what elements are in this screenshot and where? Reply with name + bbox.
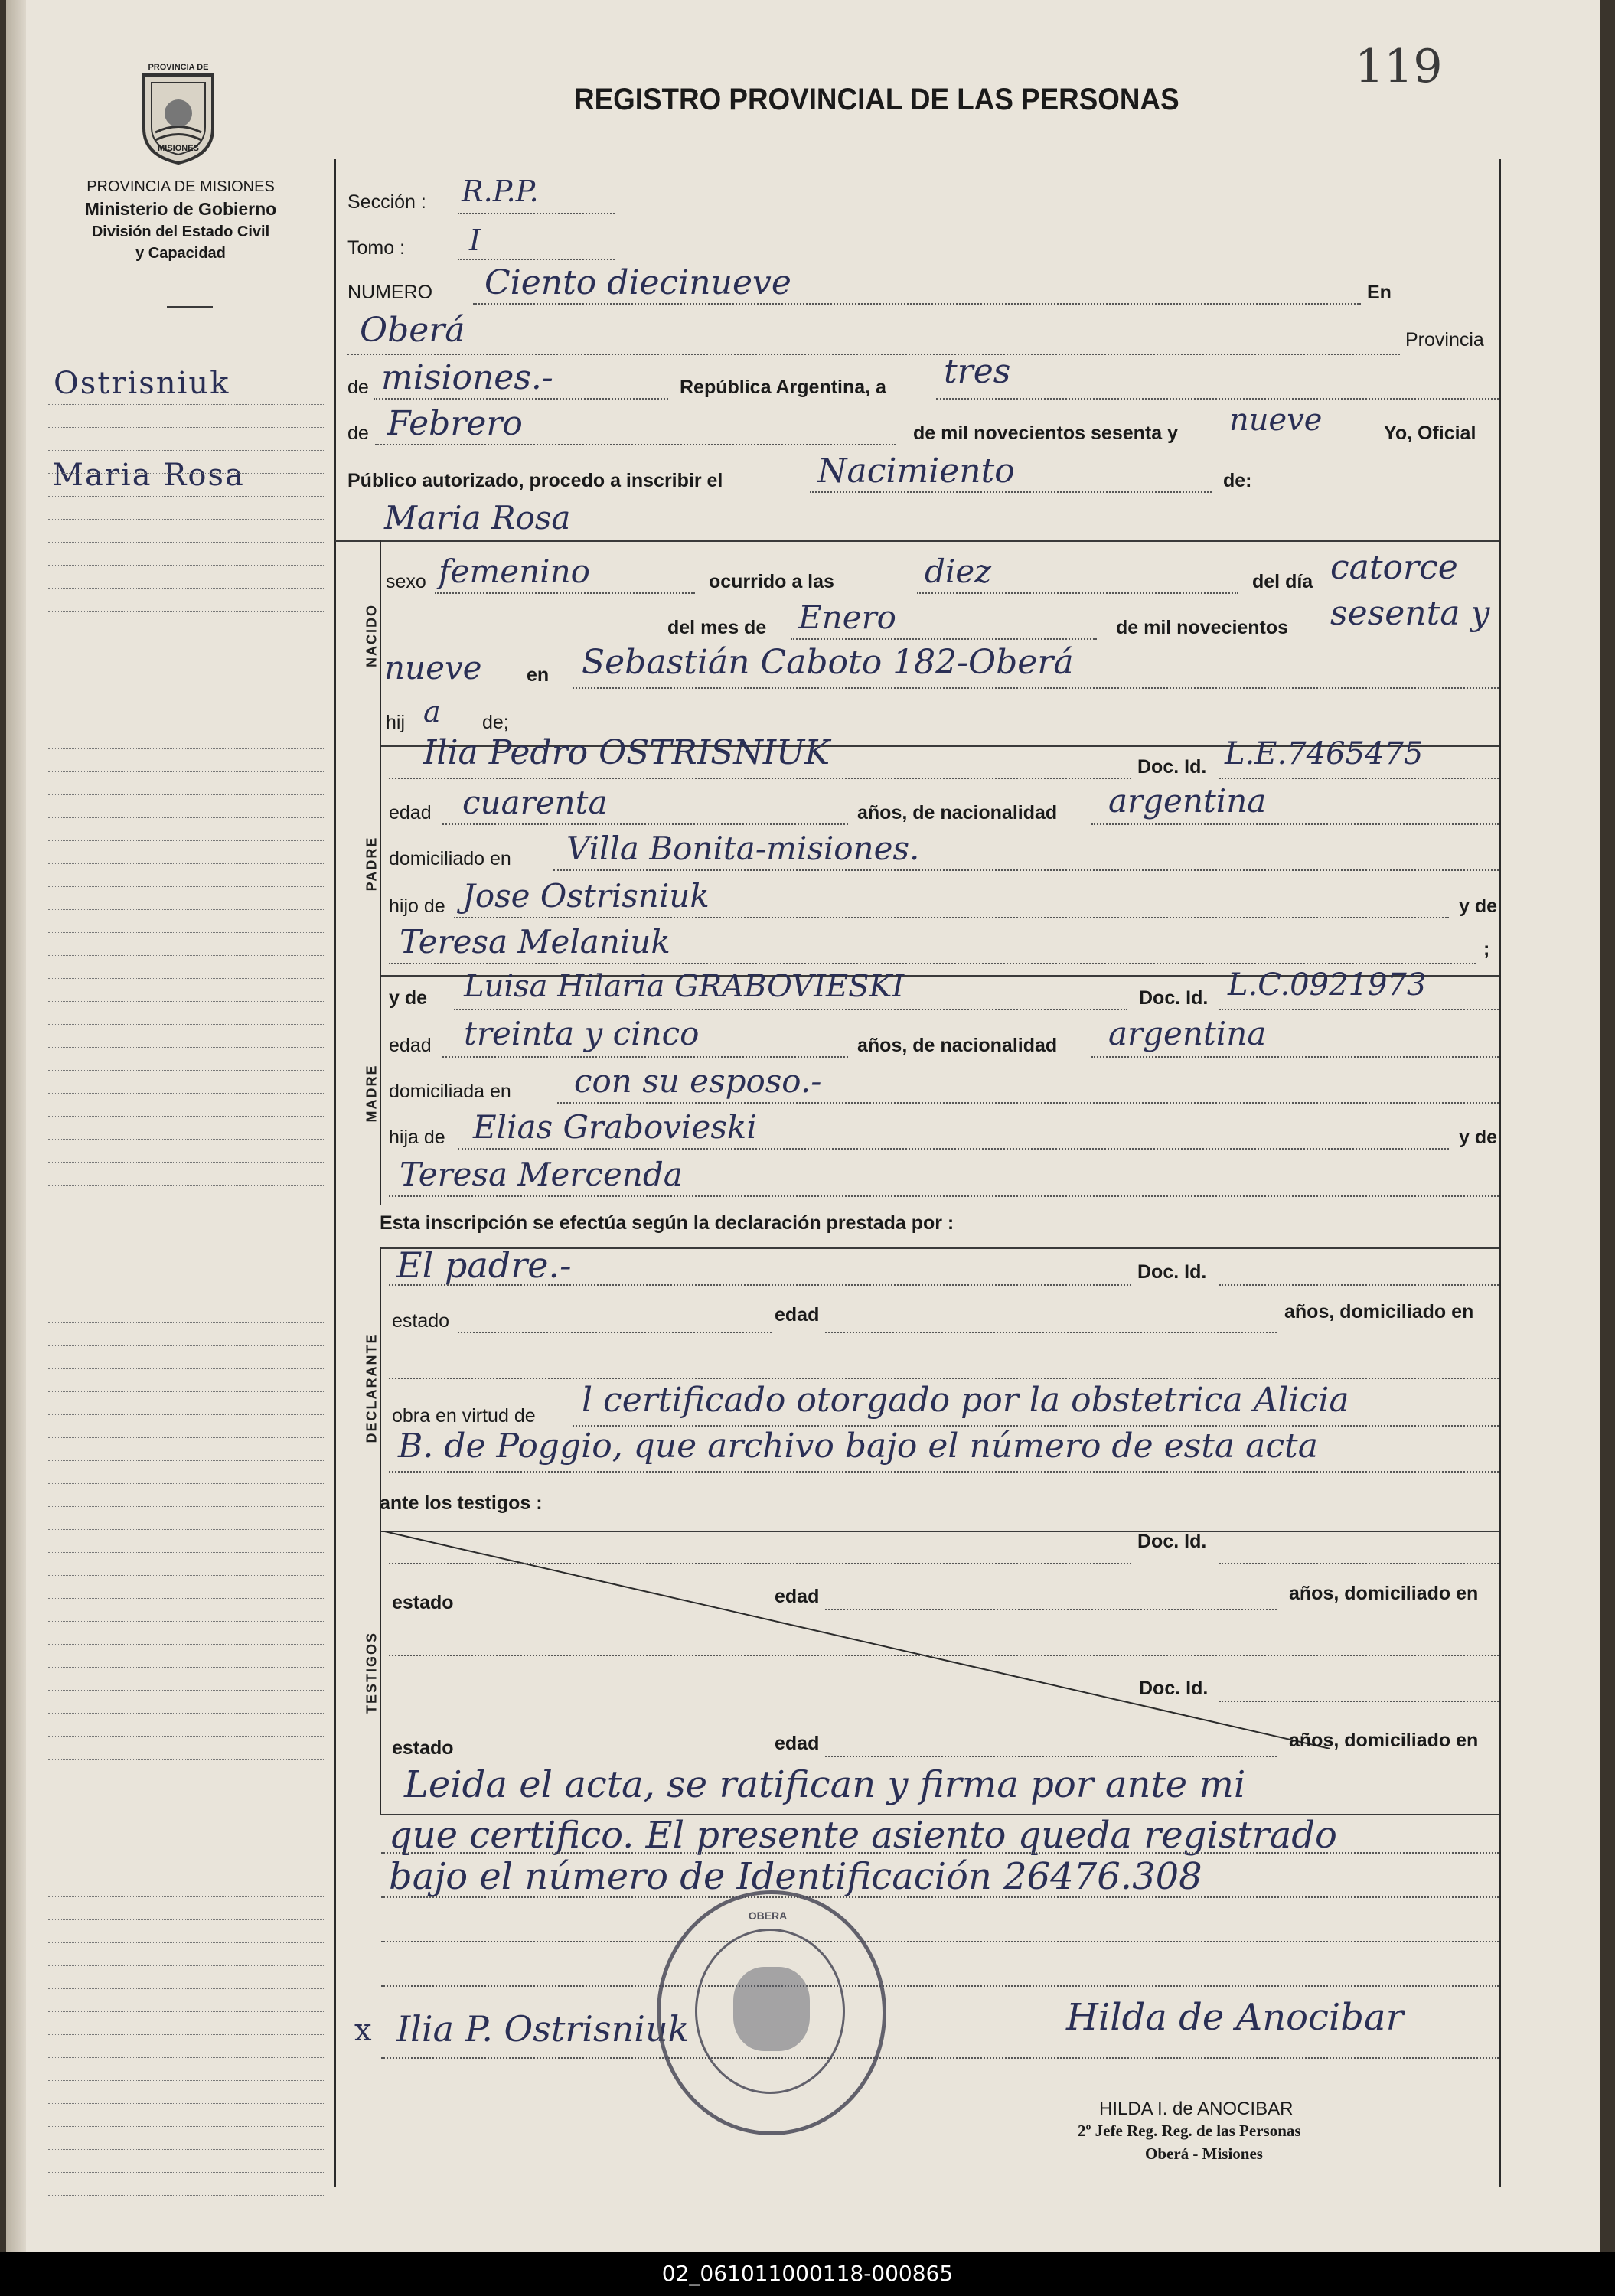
padre-hijo-label: hijo de — [389, 895, 445, 917]
obra-label: obra en virtud de — [392, 1405, 536, 1427]
oficial-cargo: 2º Jefe Reg. Reg. de las Personas — [1078, 2122, 1301, 2140]
padre-hijo-line — [454, 917, 1449, 918]
padre-nombre-line — [389, 778, 1131, 779]
firma-line — [381, 2057, 1499, 2059]
mes-nacimiento-line — [791, 638, 1097, 640]
padre-edad: cuarenta — [462, 784, 608, 821]
nacido-section-label: NACIDO — [364, 604, 380, 667]
padre-madre-de: Teresa Melaniuk — [400, 923, 670, 960]
oficial-lugar: Oberá - Misiones — [1145, 2144, 1263, 2163]
testigo1-doc-label: Doc. Id. — [1137, 1531, 1207, 1552]
anio-nacimiento-b: nueve — [384, 649, 482, 687]
ledger-line — [48, 1736, 324, 1737]
form-right-rule — [1499, 159, 1501, 2187]
ledger-line — [48, 1437, 324, 1438]
sexo-line — [435, 592, 695, 594]
ledger-line — [48, 909, 324, 910]
register-page — [6, 0, 1600, 2252]
madre-doc-label: Doc. Id. — [1139, 987, 1209, 1009]
madre-section-label: MADRE — [364, 1064, 380, 1123]
ledger-line — [48, 1368, 324, 1369]
ledger-line — [48, 2034, 324, 2035]
tomo-line — [458, 259, 615, 260]
ledger-line — [48, 2195, 324, 2196]
declarante-nombre: El padre.- — [396, 1244, 572, 1286]
ledger-line — [48, 2011, 324, 2012]
cierre-linea-1: Leida el acta, se ratifican y firma por ante mi — [404, 1763, 1246, 1806]
madre-dom-label: domiciliada en — [389, 1081, 511, 1102]
declarante-intro: Esta inscripción se efectúa según la declaración prestada por : — [380, 1212, 954, 1234]
ledger-line — [48, 771, 324, 772]
testigo1-estado-label: estado — [392, 1592, 454, 1613]
localidad-line — [347, 354, 1400, 355]
ledger-line — [48, 1919, 324, 1920]
ledger-line — [48, 1713, 324, 1714]
madre-nombre: Luisa Hilaria GRABOVIESKI — [464, 969, 905, 1004]
ledger-line — [48, 1322, 324, 1323]
cierre-linea-3: bajo el número de Identificación 26476.308 — [389, 1855, 1202, 1898]
sexo-value: femenino — [439, 553, 590, 590]
ledger-line — [48, 519, 324, 520]
testigo1-anios-label: años, domiciliado en — [1289, 1583, 1479, 1604]
republica-label: República Argentina, a — [680, 377, 886, 398]
ledger-line — [48, 1047, 324, 1048]
ledger-line — [48, 404, 324, 405]
ocurrido-label: ocurrido a las — [709, 571, 834, 592]
testigos-section-label: TESTIGOS — [364, 1632, 380, 1714]
cierre-line-2 — [381, 1896, 1499, 1898]
ledger-line — [48, 817, 324, 818]
page-title: REGISTRO PROVINCIAL DE LAS PERSONAS — [574, 83, 1179, 116]
padre-domicilio: Villa Bonita-misiones. — [566, 830, 920, 867]
emblem-top-text: PROVINCIA DE — [148, 63, 209, 72]
declarante-anios-label: años, domiciliado en — [1284, 1301, 1474, 1322]
cierre-line-3 — [381, 1941, 1499, 1942]
nacido-top-rule — [335, 540, 1499, 542]
de-nacimiento-label: de; — [482, 712, 509, 733]
seccion-line — [458, 213, 615, 214]
testigo2-estado-label: estado — [392, 1737, 454, 1759]
oficial-label: Yo, Oficial — [1384, 422, 1476, 444]
testigo1-edad-line — [825, 1609, 1277, 1610]
cierre-line-4 — [381, 1985, 1499, 1987]
madre-doc: L.C.0921973 — [1228, 967, 1427, 1003]
ledger-line — [48, 1116, 324, 1117]
dia-nacimiento: catorce — [1330, 548, 1458, 587]
ledger-line — [48, 1965, 324, 1966]
madre-madre-line — [389, 1195, 1499, 1197]
testigo2-anios-label: años, domiciliado en — [1289, 1730, 1479, 1751]
provincia-line — [374, 398, 668, 400]
ledger-line — [48, 955, 324, 956]
madre-edad-label: edad — [389, 1035, 432, 1056]
cierre-linea-2: que certifico. El presente asiento queda registrado — [389, 1814, 1337, 1857]
padre-doc-line — [1219, 778, 1499, 779]
margin-surname: Ostrisniuk — [54, 366, 230, 401]
ledger-line — [48, 2057, 324, 2058]
tomo-value: I — [469, 223, 481, 257]
ledger-line — [48, 450, 324, 451]
header-rule — [167, 306, 213, 308]
declarante-estado-line — [458, 1332, 772, 1333]
anio-value: nueve — [1229, 403, 1323, 438]
hij-label: hij — [386, 712, 406, 733]
ledger-line — [48, 2080, 324, 2081]
ledger-line — [48, 1575, 324, 1576]
madre-nombre-line — [454, 1009, 1127, 1010]
numero-line — [473, 303, 1361, 305]
seal-emblem — [733, 1967, 810, 2051]
cierre-line-1 — [381, 1852, 1499, 1854]
testigo2-edad-label: edad — [775, 1733, 820, 1754]
ledger-line — [48, 565, 324, 566]
page-number: 119 — [1355, 40, 1443, 93]
mes-nacimiento: Enero — [798, 598, 896, 636]
ledger-line — [48, 932, 324, 933]
ledger-line — [48, 427, 324, 428]
declarante-nombre-line — [389, 1284, 1131, 1286]
ledger-line — [48, 1988, 324, 1989]
padre-edad-label: edad — [389, 802, 432, 823]
ledger-line — [48, 794, 324, 795]
oficial-nombre: HILDA I. de ANOCIBAR — [1099, 2099, 1294, 2119]
madre-nacionalidad: argentina — [1108, 1015, 1267, 1052]
obra-line-2 — [389, 1471, 1499, 1473]
padre-nac-line — [1091, 823, 1499, 825]
del-dia-label: del día — [1252, 571, 1313, 592]
localidad-value: Oberá — [360, 311, 465, 350]
ledger-line — [48, 1345, 324, 1346]
seccion-value: R.P.P. — [462, 174, 539, 208]
madre-edad-line — [442, 1056, 848, 1058]
madre-hija-label: hija de — [389, 1127, 445, 1148]
padre-edad-line — [442, 823, 848, 825]
declarante-edad-label: edad — [775, 1304, 820, 1326]
testigos-label: ante los testigos : — [380, 1492, 543, 1514]
ledger-line — [48, 1162, 324, 1163]
ledger-line — [48, 748, 324, 749]
padre-semicolon: ; — [1483, 938, 1490, 960]
ledger-line — [48, 1139, 324, 1140]
ledger-line — [48, 1690, 324, 1691]
padre-nombre: Ilia Pedro OSTRISNIUK — [423, 733, 830, 772]
de3-label: de: — [1223, 470, 1252, 491]
ledger-line — [48, 1483, 324, 1484]
madre-nac-label: años, de nacionalidad — [857, 1035, 1058, 1056]
testigo2-doc-label: Doc. Id. — [1139, 1678, 1209, 1699]
hora-line — [917, 592, 1238, 594]
acto-value: Nacimiento — [817, 452, 1015, 491]
declarante-dom-line — [389, 1378, 1499, 1379]
division-name: División del Estado Civil — [91, 223, 270, 240]
mes-label: del mes de — [667, 617, 767, 638]
margin-given-names: Maria Rosa — [52, 458, 245, 493]
ledger-line — [48, 886, 324, 887]
ledger-line — [48, 588, 324, 589]
madre-madre-de: Teresa Mercenda — [400, 1156, 683, 1193]
declarante-edad-line — [825, 1332, 1277, 1333]
dia-value: tres — [944, 352, 1011, 391]
padre-section-label: PADRE — [364, 836, 380, 892]
madre-domicilio: con su esposo.- — [574, 1062, 822, 1100]
padre-doc-label: Doc. Id. — [1137, 756, 1207, 778]
provincia-value: misiones.- — [381, 358, 553, 397]
hora-value: diez — [925, 553, 992, 590]
ledger-line — [48, 2149, 324, 2150]
ledger-line — [48, 1759, 324, 1760]
ledger-line — [48, 2103, 324, 2104]
provincia-label: Provincia — [1405, 329, 1484, 351]
madre-yde2-label: y de — [1459, 1127, 1498, 1148]
ledger-line — [48, 1529, 324, 1530]
ledger-line — [48, 1414, 324, 1415]
mil-label: de mil novecientos sesenta y — [913, 422, 1178, 444]
padre-nac-label: años, de nacionalidad — [857, 802, 1058, 823]
ledger-line — [48, 2126, 324, 2127]
declarante-estado-label: estado — [392, 1310, 450, 1332]
madre-nac-line — [1091, 1056, 1499, 1058]
ledger-line — [48, 978, 324, 979]
ledger-line — [48, 1001, 324, 1002]
seccion-label: Sección : — [347, 191, 426, 213]
official-seal — [657, 1890, 886, 2135]
acto-line — [810, 491, 1212, 493]
seal-text: OBERA — [748, 1910, 788, 1922]
declarante-section-label: DECLARANTE — [364, 1332, 380, 1443]
padre-dom-label: domiciliado en — [389, 848, 511, 869]
testigo1-dom-line — [389, 1655, 1499, 1656]
padre-nacionalidad: argentina — [1108, 782, 1267, 820]
ledger-line — [48, 1896, 324, 1897]
en-label: En — [1367, 282, 1392, 303]
madre-padre-de: Elias Grabovieski — [473, 1108, 757, 1146]
testigo1-doc-line — [1219, 1563, 1499, 1564]
ledger-line — [48, 611, 324, 612]
emblem-bottom-text: MISIONES — [158, 144, 199, 153]
declarante-doc-line — [1219, 1284, 1499, 1286]
de2-label: de — [347, 422, 369, 444]
testigo2-doc-line — [1219, 1701, 1499, 1702]
nacido-nombre: Maria Rosa — [384, 499, 571, 536]
ledger-line — [48, 2172, 324, 2173]
mil-nacimiento-label: de mil novecientos — [1116, 617, 1289, 638]
ledger-line — [48, 1667, 324, 1668]
publico-label: Público autorizado, procedo a inscribir el — [347, 470, 723, 491]
en-nacimiento-label: en — [527, 664, 550, 686]
ledger-line — [48, 1621, 324, 1622]
ledger-line — [48, 1460, 324, 1461]
x-mark: x — [354, 2013, 372, 2048]
image-id-footer — [0, 2252, 1615, 2296]
ledger-line — [48, 1506, 324, 1507]
padre-madre-line — [389, 963, 1476, 964]
obra-linea-1: l certificado otorgado por la obstetrica Alicia — [582, 1381, 1349, 1420]
capacity-name: y Capacidad — [135, 245, 226, 262]
sexo-label: sexo — [386, 571, 426, 592]
ledger-line — [48, 840, 324, 841]
madre-dom-line — [557, 1102, 1499, 1104]
padre-dom-line — [553, 869, 1499, 871]
madre-edad: treinta y cinco — [464, 1015, 700, 1052]
numero-value: Ciento diecinueve — [484, 263, 791, 302]
province-name: PROVINCIA DE MISIONES — [86, 178, 275, 195]
ledger-line — [48, 1024, 324, 1025]
ledger-line — [48, 1598, 324, 1599]
hij-suffix: a — [423, 695, 441, 729]
ledger-line — [48, 542, 324, 543]
ledger-line — [48, 1185, 324, 1186]
padre-doc: L.E.7465475 — [1225, 736, 1424, 771]
ledger-line — [48, 1552, 324, 1553]
padre-yde-label: y de — [1459, 895, 1498, 917]
ledger-line — [48, 496, 324, 497]
ledger-line — [48, 1391, 324, 1392]
anio-nacimiento-a: sesenta y — [1330, 594, 1490, 633]
numero-label: NUMERO — [347, 282, 433, 303]
de-label: de — [347, 377, 369, 398]
obra-linea-2: B. de Poggio, que archivo bajo el número de esta acta — [398, 1427, 1318, 1466]
ledger-line — [48, 1070, 324, 1071]
dia-line — [936, 398, 1499, 400]
ledger-line — [48, 1942, 324, 1943]
lugar-nacimiento: Sebastián Caboto 182-Oberá — [582, 643, 1074, 682]
mes-value: Febrero — [387, 404, 523, 443]
tomo-label: Tomo : — [347, 237, 406, 259]
ledger-line — [48, 473, 324, 474]
ledger-line — [48, 1644, 324, 1645]
mes-line — [375, 444, 896, 445]
testigo2-edad-line — [825, 1756, 1277, 1757]
madre-hija-line — [458, 1148, 1449, 1150]
firma-oficial: Hilda de Anocibar — [1066, 1996, 1404, 2039]
ledger-line — [48, 863, 324, 864]
declarante-doc-label: Doc. Id. — [1137, 1261, 1207, 1283]
lugar-line — [573, 687, 1499, 689]
testigo1-edad-label: edad — [775, 1586, 820, 1607]
ministry-name: Ministerio de Gobierno — [84, 199, 277, 219]
binding-edge — [6, 0, 26, 2252]
form-left-rule — [334, 159, 336, 2187]
provincial-emblem — [132, 60, 224, 167]
firma-padre: Ilia P. Ostrisniuk — [396, 2008, 690, 2050]
ledger-line — [48, 1093, 324, 1094]
madre-doc-line — [1219, 1009, 1499, 1010]
padre-padre-de: Jose Ostrisniuk — [462, 877, 710, 915]
testigo1-nombre-line — [389, 1563, 1131, 1564]
madre-yde-label: y de — [389, 987, 428, 1009]
image-id: 02_061011000118-000865 — [661, 2261, 954, 2286]
